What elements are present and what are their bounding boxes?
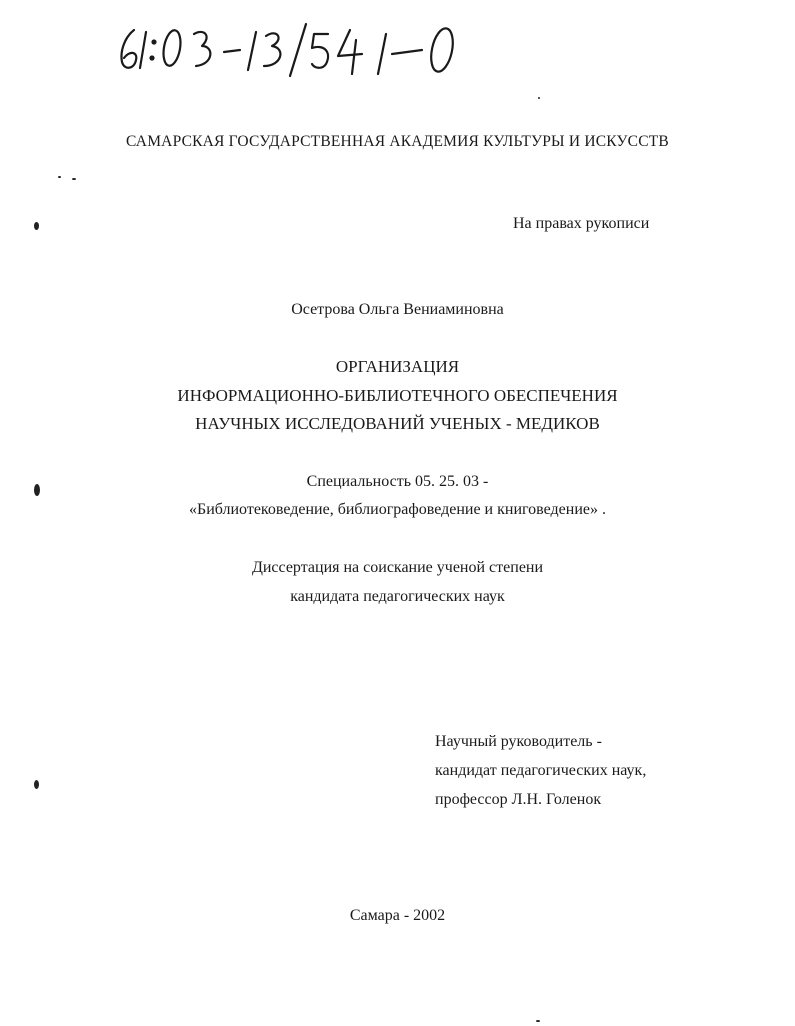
specialty-code: Специальность 05. 25. 03 - [306, 473, 489, 490]
place-year: Самара - 2002 [349, 907, 446, 924]
scan-speck [72, 178, 76, 180]
author-name: Осетрова Ольга Вениаминовна [291, 301, 504, 318]
supervisor-line-2: кандидат педагогических наук, [435, 762, 647, 779]
rights-note: На правах рукописи [513, 215, 650, 232]
scan-speck [536, 1020, 540, 1022]
institution-name: САМАРСКАЯ ГОСУДАРСТВЕННАЯ АКАДЕМИЯ КУЛЬТУРЫ И ИСКУССТВ [126, 133, 669, 150]
handwritten-archive-code [112, 12, 492, 82]
scan-speck [538, 97, 540, 99]
supervisor-line-1: Научный руководитель - [435, 733, 602, 750]
title-line-1: ОРГАНИЗАЦИЯ [335, 357, 460, 376]
title-line-2: ИНФОРМАЦИОННО-БИБЛИОТЕЧНОГО ОБЕСПЕЧЕНИЯ [177, 386, 618, 405]
degree-line-1: Диссертация на соискание ученой степени [251, 559, 544, 576]
scan-speck [58, 176, 61, 178]
title-line-3: НАУЧНЫХ ИССЛЕДОВАНИЙ УЧЕНЫХ - МЕДИКОВ [195, 414, 600, 433]
scan-speck [34, 780, 39, 789]
scan-speck [34, 484, 40, 496]
specialty-name: «Библиотековедение, библиографоведение и книговедение» . [189, 501, 606, 518]
degree-line-2: кандидата педагогических наук [290, 588, 505, 605]
scan-speck [34, 222, 39, 230]
supervisor-line-3: профессор Л.Н. Голенок [435, 791, 602, 808]
